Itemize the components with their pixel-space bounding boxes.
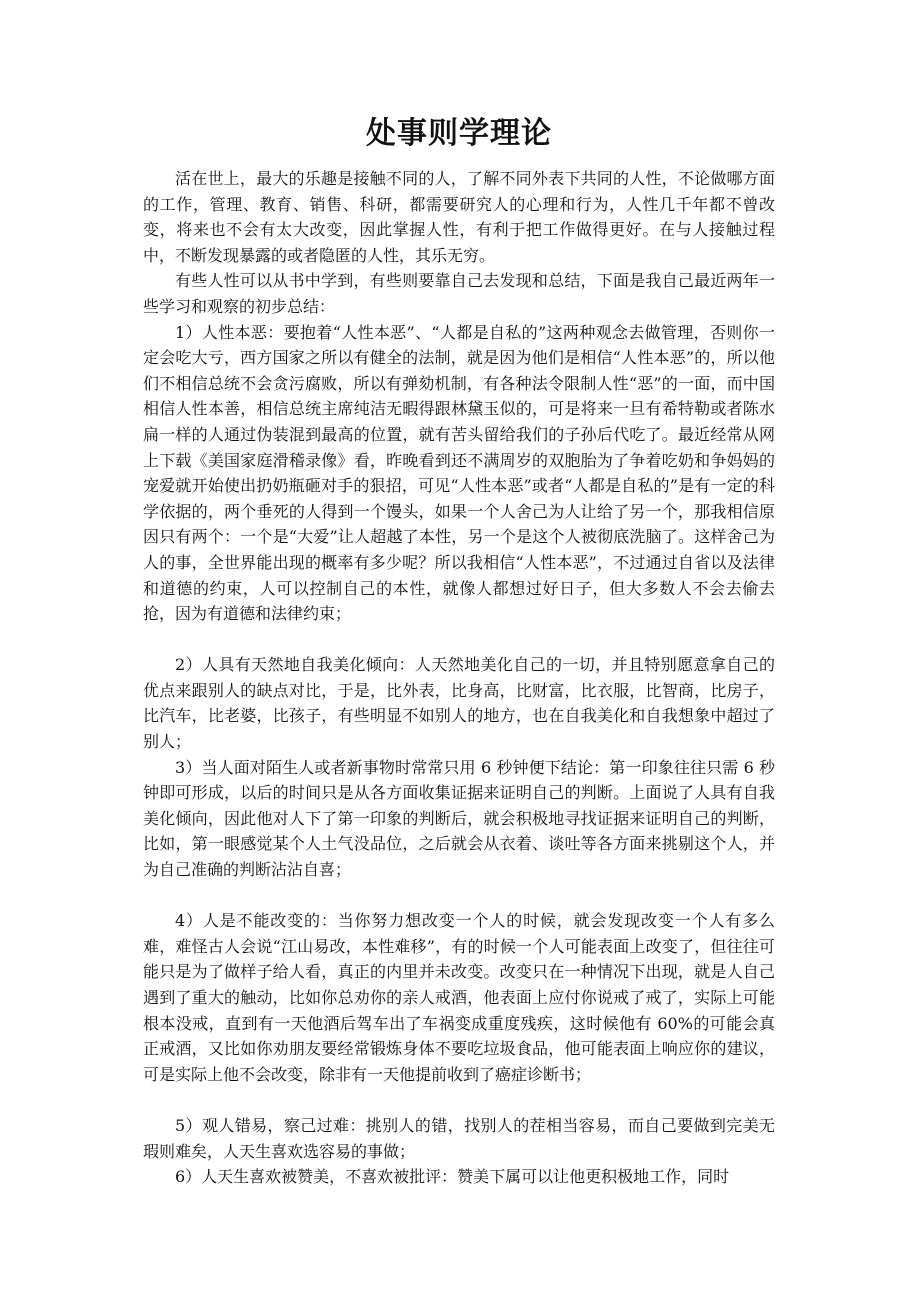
paragraph-intro: 活在世上，最大的乐趣是接触不同的人，了解不同外表下共同的人性，不论做哪方面的工作，管理、教育、销售、科研，都需要研究人的心理和行为，人性几千年都不曾改变，将来也不会有太大改变，因此掌握人性，有利于把工作做得更好。在与人接触过程中，不断发现暴露的或者隐匿的人性，其乐无穷。 xyxy=(143,169,775,265)
blank-line xyxy=(143,1087,775,1113)
paragraph-point-6: 6）人天生喜欢被赞美，不喜欢被批评：赞美下属可以让他更积极地工作，同时 xyxy=(175,1167,730,1187)
paragraph-point-2: 2）人具有天然地自我美化倾向：人天然地美化自己的一切，并且特别愿意拿自己的优点来跟别人的缺点对比，于是，比外表，比身高，比财富，比衣服，比智商，比房子，比汽车，比老婆，比孩子，有些明显不如别人的地方，也在自我美化和自我想象中超过了别人； xyxy=(143,655,775,752)
paragraph-point-3: 3）当人面对陌生人或者新事物时常常只用 6 秒钟便下结论：第一印象往往只需 6 秒钟即可形成，以后的时间只是从各方面收集证据来证明自己的判断。上面说了人具有自我美化倾向，因此他对人下了第一印象的判断后，就会积极地寻找证据来证明自己的判断，比如，第一眼感觉某个人土气没品位，之后就会从衣着、谈吐等各方面来挑剔这个人，并为自己准确的判断沾沾自喜； xyxy=(143,757,775,880)
paragraph-summary-lead: 有些人性可以从书中学到，有些则要靠自己去发现和总结，下面是我自己最近两年一些学习和观察的初步总结： xyxy=(143,271,775,316)
blank-line xyxy=(143,627,775,653)
paragraph-point-1: 1）人性本恶：要抱着“人性本恶”、“人都是自私的”这两种观念去做管理，否则你一定会吃大亏，西方国家之所以有健全的法制，就是因为他们是相信“人性本恶”的，所以他们不相信总统不会贪污腐败，所以有弹劾机制，有各种法令限制人性“恶”的一面，而中国相信人性本善，相信总统主席纯洁无暇得跟林黛玉似的，可是将来一旦有希特勒或者陈水扁一样的人通过伪装混到最高的位置，就有苦头留给我们的子孙后代吃了。最近经常从网上下载《美国家庭滑稽录像》看，昨晚看到还不满周岁的双胞胎为了争着吃奶和争妈妈的宠爱就开始使出扔奶瓶砸对手的狠招，可见“人性本恶”或者“人都是自私的”是有一定的科学依据的，两个垂死的人得到一个馒头，如果一个人舍己为人让给了另一个，那我相信原因只有两个：一个是“大爱”让人超越了本性，另一个是这个人被彻底洗脑了。这样舍己为人的事，全世界能出现的概率有多少呢？所以我相信“人性本恶”，不过通过自省以及法律和道德的约束，人可以控制自己的本性，就像人都想过好日子，但大多数人不会去偷去抢，因为有道德和法律约束； xyxy=(143,322,775,624)
page-title: 处事则学理论 xyxy=(366,116,552,151)
blank-line xyxy=(143,883,775,909)
paragraph-point-5: 5）观人错易，察己过难：挑别人的错，找别人的茬相当容易，而自己要做到完美无瑕则难矣，人天生喜欢选容易的事做； xyxy=(143,1115,775,1161)
paragraph-point-4: 4）人是不能改变的：当你努力想改变一个人的时候，就会发现改变一个人有多么难，难怪古人会说“江山易改，本性难移”，有的时候一个人可能表面上改变了，但往往可能只是为了做样子给人看，真正的内里并未改变。改变只在一种情况下出现，就是人自己遇到了重大的触动，比如你总劝你的亲人戒酒，他表面上应付你说戒了戒了，实际上可能根本没戒，直到有一天他酒后驾车出了车祸变成重度残疾，这时候他有 60%的可能会真正戒酒，又比如你劝朋友要经常锻炼身体不要吃垃圾食品，他可能表面上响应你的建议，可是实际上他不会改变，除非有一天他提前收到了癌症诊断书； xyxy=(143,911,775,1084)
